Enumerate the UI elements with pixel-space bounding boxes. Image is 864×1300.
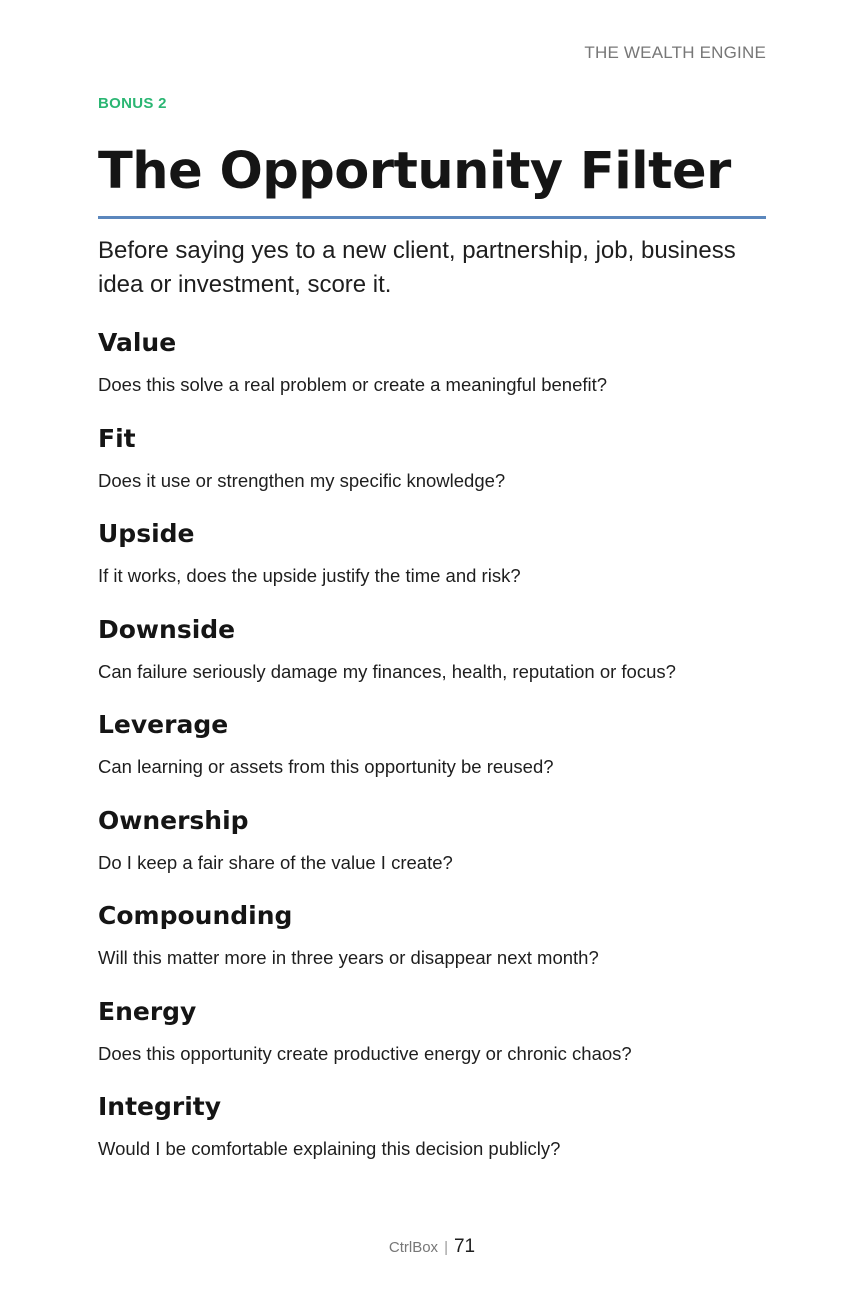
criterion-heading: Ownership — [98, 805, 249, 835]
criterion-heading: Energy — [98, 996, 197, 1026]
criterion-question: Does this opportunity create productive energy or chronic chaos? — [98, 1042, 632, 1064]
footer-brand: CtrlBox — [388, 1239, 439, 1256]
criterion-heading: Value — [98, 328, 177, 357]
criterion-question: Do I keep a fair share of the value I create? — [98, 851, 453, 873]
page-footer — [0, 1236, 864, 1258]
criterion-value — [98, 326, 766, 422]
criterion-question: If it works, does the upside justify the time and risk? — [98, 565, 521, 586]
criterion-heading: Integrity — [98, 1092, 222, 1121]
criterion-energy — [98, 995, 766, 1091]
footer-separator: | — [444, 1239, 448, 1256]
running-header: THE WEALTH ENGINE — [584, 43, 766, 62]
section-eyebrow: BONUS 2 — [98, 95, 167, 112]
criterion-question: Does it use or strengthen my specific knowledge? — [98, 469, 506, 491]
title-divider — [98, 216, 766, 219]
criterion-fit — [98, 422, 766, 518]
criterion-heading: Compounding — [98, 901, 293, 930]
criterion-question: Does this solve a real problem or create a meaningful benefit? — [98, 374, 608, 395]
criterion-heading: Fit — [98, 423, 136, 453]
criterion-question: Will this matter more in three years or disappear next month? — [98, 947, 599, 968]
criterion-downside — [98, 613, 766, 709]
criterion-leverage — [98, 708, 766, 804]
criterion-upside — [98, 517, 766, 613]
intro-paragraph: Before saying yes to a new client, partnership, job, business idea or investment, score it. — [98, 237, 736, 298]
criterion-heading: Upside — [98, 519, 195, 548]
criterion-heading: Downside — [98, 614, 236, 644]
criterion-compounding — [98, 899, 766, 995]
criterion-ownership — [98, 804, 766, 900]
page-number: 71 — [453, 1236, 476, 1257]
criterion-question: Can failure seriously damage my finances, health, reputation or focus? — [98, 660, 676, 682]
page-title: The Opportunity Filter — [98, 142, 731, 201]
criteria-list — [98, 326, 766, 1186]
criterion-heading: Leverage — [98, 710, 229, 739]
criterion-integrity — [98, 1090, 766, 1186]
criterion-question: Can learning or assets from this opportunity be reused? — [98, 756, 554, 777]
criterion-question: Would I be comfortable explaining this decision publicly? — [98, 1138, 561, 1159]
page-content — [98, 94, 766, 1186]
